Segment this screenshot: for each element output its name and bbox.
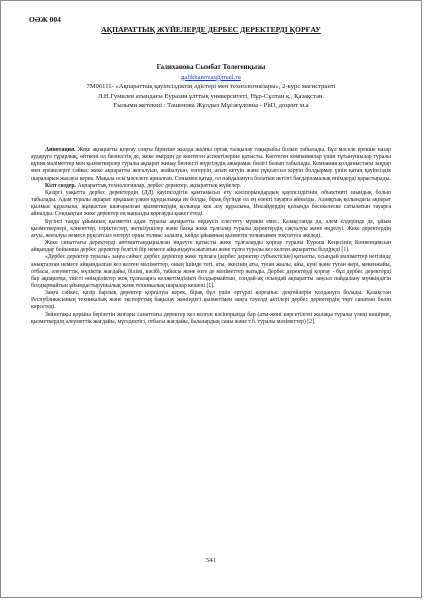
abstract-label: Аннотация. xyxy=(45,147,76,153)
author-email-link[interactable]: galikhanovas@mail.ru xyxy=(181,73,241,81)
scientific-supervisor: Ғылыми жетекші : Ташенова Жұлдыз Мұсағұловна - PhD, доцент м.а xyxy=(113,102,309,110)
body-paragraph: Зейнетақы қорына берілетін жоғары санаттағы деректер кез келген кәсіпорында бар (аты-жөні көрсетілген жалақы туралы үлеңі көшірме, қызметкердің әлеуметтік жағдайы, мүгедектігі, отбасы жағдайы, балалардың саны және т.б. туралы мәліметтер) [2]. xyxy=(31,311,391,325)
abstract-paragraph xyxy=(31,147,391,183)
udc-code: ОӘЖ 004 xyxy=(29,15,61,24)
page-number: 541 xyxy=(206,557,216,564)
keywords-text: Ақпараттық технологиялар, дербес деректер, ақпараттық жүйелер. xyxy=(76,182,242,189)
body-paragraph: Жеке сипаттағы деректерді автоматтандырылған өңдеуге қатысты жеке тұлғаларды қорғау туралы Еуропа Кеңесінің Конвенциясын айқындау бойынша дербес деректер белгілі бір немесе айқындауға жататын жеке тұлға туралы кез келген ақпаратты білдіреді [1]. xyxy=(31,240,391,254)
author-name: Галиханова Сымбат Толегенқызы xyxy=(156,63,266,71)
keywords-paragraph xyxy=(31,183,391,190)
body-paragraph: Бүгінгі таңда ұйымның қызметін адам туралы ақпаратты өңдеусіз елестету мүмкін емес. Қазақстанда да, әлем елдерінде де, ұйым қызметкерлері, клиенттер, серіктестер, жеткізушілер және басқа жеке тұлғалар туралы деректердің сақталуы және өңделуі. Жеке деректердің ағуы, жоғалуы немесе рұқсатсыз өзгеруі орны толмас залалға, кейде ұйымның қызметін толығымен тоқтатуға әкеледі. xyxy=(31,218,391,239)
paper-title: АҚПАРАТТЫҚ ЖҮЙЕЛЕРДЕ ДЕРБЕС ДЕРЕКТЕРДІ ҚОРҒАУ xyxy=(101,25,321,34)
body-paragraph: Қазіргі уақытта дербес деректердің (ДД) қауіпсіздігін қамтамасыз ету кәсіпорындардың қауіпсіздігінің объективті шындық болып табылады. Адам туралы ақпарат әрқашан үлкен құндылыққа ие болды, бірақ бүгінде ол ең өзекті тауарға айналды. Алаяқтық қолындағы ақпарат қылмыс құралына, жұмыстан шығарылған қызметкердің қолында кек алу құралына, Инсайдердің қолында бәсекелеске сатылатын тауарға айналды. Сондықтан жеке деректер ең маңызды қорғауды қажет етеді. xyxy=(31,189,391,218)
author-affiliation-university: Л.Н.Гумилев атындағы Еуразия ұлттық университеті, Нұр-Сұлтан қ., Қазақстан. xyxy=(97,92,325,100)
keywords-label: Кілт сөздер. xyxy=(45,182,76,189)
abstract-text: Жеке ақпаратты қорғау соңғы бірнеше жылда жалпы ортақ талқылау тақырыбы болып табылады. Бұл мәселе ерекше назар аударуға тұрарлық, өйткені ол бизнестің де, жеке өмірдің де көптеген аспектілеріне қатысты. Көптеген компаниялар үшін тұтынушылар туралы құпия мәліметтер мен қызметкерлер туралы ақпарат жинау бизнесті жүргізудің ажырамас бөлігі болып табылады. Компания қолданыстағы заңдар мен ережелерге сәйкес жеке ақпаратты жоғалуын, жойылуын, өзгеруін, ағып кетуін және рұқсатсыз кіруін болдырмау үшін қатаң қауіпсіздік шараларын жасауы керек. Мақала осы мәселеге арналған. Сонымен қатар, ол пайдалануға болатын негізгі бағдарламалық өнімдерді қарастырады. xyxy=(31,147,391,182)
paper-body xyxy=(31,147,391,326)
body-paragraph: «Дербес деректер туралы» заңға сәйкес дербес деректер жеке тұлғаға (дербес деректер субъектісіне) қатысты, осындай мәліметтер негізінде анықталған немесе айқындалған кез келген мәліметтер, оның ішінде тегі, аты, әкесінің аты, туған жылы, айы, күні және туған жері, мекенжайы, отбасы, әлеуметтік, мүліктік жағдайы, білімі, кәсібі, табысы және өзге де мәліметтер жатады. Дербес деректерді қорғау - бұл дербес деректерді бар ақпаратқа, тиісті өнімділіктер жоқ тұлғаларға колжетімділікті болдырмайтын, сондай-ақ осындай ақпаратты заңсыз пайдалану мүмкіндігін болдырмайтын ұйымдастырушылық және техникалық шаралар кешені [1]. xyxy=(31,254,391,289)
author-block xyxy=(33,63,389,111)
author-affiliation-program: 7М06111- «Ақпараттық қауіпсіздіктің әдістері мен технологиялары», 2-курс магистранті xyxy=(86,83,336,91)
body-paragraph: Заңға сәйкес, қазір барлық деректер қорғалуы керек, бірақ бұл үшін әртүрлі қорғаныс деңгейлерін қолдануға болады. Қазақстан Республикасының техникалық және экспорттық бақылау жөніндегі қызметімен заңға тәуелді актілері дербес деректердің төрт санатын бөліп көрсетеді. xyxy=(31,290,391,311)
